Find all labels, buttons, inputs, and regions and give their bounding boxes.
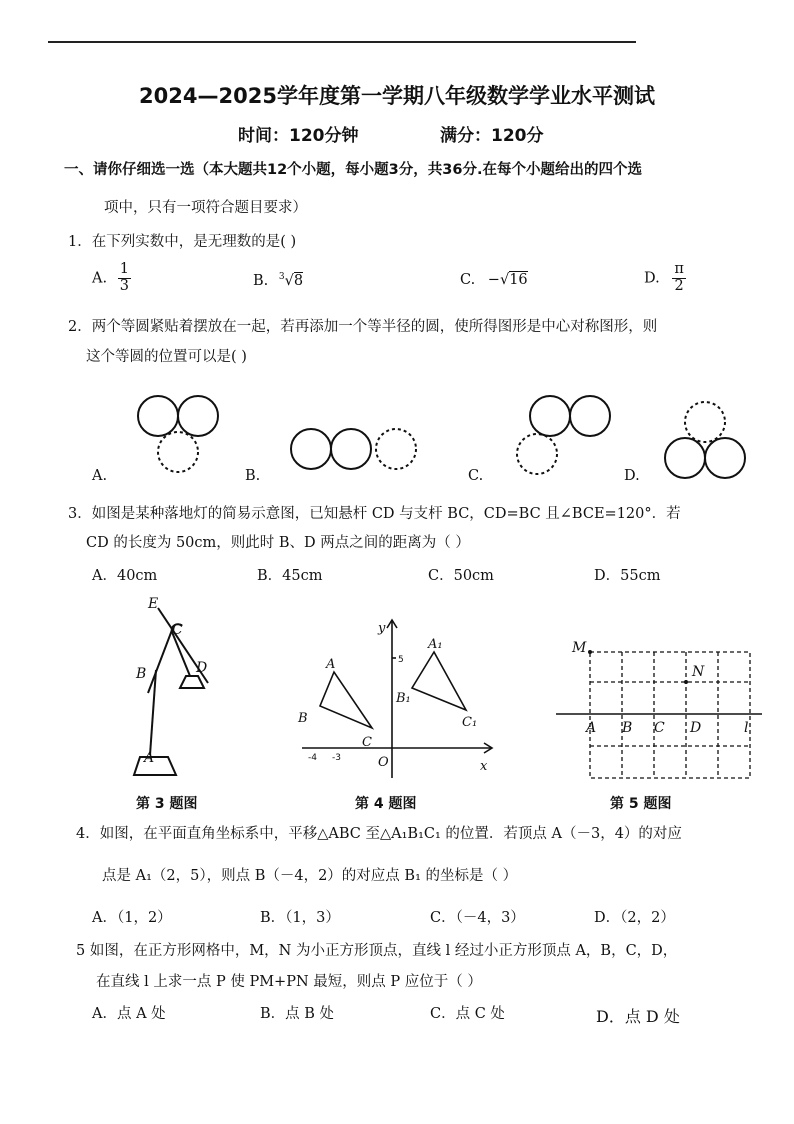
q3-stem: 3．如图是某种落地灯的简易示意图，已知悬杆 CD 与支杆 BC，CD=BC 且∠BCE=120°．若 bbox=[68, 506, 681, 522]
point-m bbox=[588, 650, 592, 654]
q2-stem-cont: 这个等圆的位置可以是( ) bbox=[86, 349, 247, 365]
q3-option-b: B．45cm bbox=[257, 568, 323, 584]
triangle-abc bbox=[320, 672, 372, 728]
label-l: l bbox=[744, 720, 749, 736]
label-o: O bbox=[378, 755, 389, 770]
root-index: 3 bbox=[278, 272, 285, 282]
score-label: 满分：120分 bbox=[440, 126, 544, 146]
tick-label-5: 5 bbox=[398, 655, 404, 665]
q5-option-a: A．点 A 处 bbox=[92, 1006, 166, 1022]
circle bbox=[178, 396, 218, 436]
fig4-caption: 第 4 题图 bbox=[355, 796, 417, 812]
circle bbox=[291, 429, 331, 469]
q1-option-a bbox=[92, 262, 131, 295]
q4-option-b: B．（1，3） bbox=[260, 910, 340, 926]
q4-option-a: A．（1，2） bbox=[92, 910, 172, 926]
fraction bbox=[118, 262, 131, 295]
radicand: 8 bbox=[293, 272, 304, 289]
lamp-shade-d bbox=[180, 676, 204, 688]
q1-stem: 1．在下列实数中，是无理数的是( ) bbox=[68, 234, 297, 250]
rod-cb bbox=[148, 630, 172, 693]
dashed-circle bbox=[376, 429, 416, 469]
q2-circle-figures bbox=[0, 380, 794, 490]
section-heading: 一、请你仔细选一选（本大题共12个小题，每小题3分，共36分.在每个小题给出的四个选 bbox=[64, 162, 642, 178]
rod-cd bbox=[172, 632, 190, 676]
label-c: C bbox=[362, 735, 372, 750]
top-rule bbox=[48, 41, 636, 43]
label-b1: B₁ bbox=[396, 691, 411, 706]
section-heading-cont: 项中，只有一项符合题目要求） bbox=[104, 200, 307, 216]
label-a1: A₁ bbox=[428, 637, 443, 652]
q5-stem: 5 如图，在正方形网格中，M，N 为小正方形顶点，直线 l 经过小正方形顶点 A，B，C，D， bbox=[76, 943, 678, 959]
label-b: B bbox=[136, 666, 147, 682]
q4-stem-cont: 点是 A₁（2，5），则点 B（－4，2）的对应点 B₁ 的坐标是（ ） bbox=[102, 868, 518, 884]
label-m: M bbox=[572, 640, 587, 656]
circle bbox=[331, 429, 371, 469]
circle bbox=[530, 396, 570, 436]
fig5-caption: 第 5 题图 bbox=[610, 796, 672, 812]
time-label: 时间：120分钟 bbox=[238, 126, 359, 146]
label-a: A bbox=[144, 750, 155, 766]
label-y: y bbox=[378, 621, 386, 636]
denominator: 3 bbox=[119, 277, 129, 294]
denominator: 2 bbox=[674, 277, 684, 294]
label-n: N bbox=[692, 664, 705, 680]
figure-3-lamp bbox=[120, 590, 230, 790]
q1-option-d bbox=[644, 262, 686, 295]
triangle-a1b1c1 bbox=[412, 652, 466, 710]
label-c: C bbox=[654, 720, 665, 736]
option-letter: B. bbox=[253, 272, 269, 289]
q5-option-d: D．点 D 处 bbox=[596, 1007, 680, 1026]
q2-option-c-label: C. bbox=[468, 468, 484, 484]
fig3-caption: 第 3 题图 bbox=[136, 796, 198, 812]
label-x: x bbox=[480, 759, 488, 774]
label-c: C bbox=[172, 622, 183, 638]
radical-sign: √ bbox=[284, 272, 294, 289]
q3-option-d: D．55cm bbox=[594, 568, 661, 584]
label-d: D bbox=[690, 720, 702, 736]
option-letter: D. bbox=[644, 270, 660, 287]
circle bbox=[570, 396, 610, 436]
fraction bbox=[672, 262, 686, 295]
q5-option-b: B．点 B 处 bbox=[260, 1006, 335, 1022]
q4-option-d: D．（2，2） bbox=[594, 910, 675, 926]
label-a: A bbox=[326, 657, 336, 672]
q2-option-b-label: B. bbox=[245, 468, 261, 484]
page-title: 2024—2025学年度第一学期八年级数学学业水平测试 bbox=[139, 84, 655, 108]
tick-label-m4: -4 bbox=[308, 753, 317, 763]
radicand: 16 bbox=[509, 272, 528, 288]
dashed-circle bbox=[158, 432, 198, 472]
label-a: A bbox=[586, 720, 597, 736]
radical-sign: √ bbox=[499, 272, 510, 288]
dashed-circle bbox=[685, 402, 725, 442]
q3-stem-cont: CD 的长度为 50cm，则此时 B、D 两点之间的距离为（ ） bbox=[86, 535, 470, 551]
q2-stem: 2．两个等圆紧贴着摆放在一起，若再添加一个等半径的圆，使所得图形是中心对称图形，则 bbox=[68, 319, 658, 335]
point-n bbox=[684, 680, 688, 684]
q1-option-c bbox=[460, 272, 528, 288]
circle bbox=[665, 438, 705, 478]
q3-option-a: A．40cm bbox=[92, 568, 158, 584]
circle bbox=[705, 438, 745, 478]
option-letter: A. bbox=[92, 270, 108, 287]
numerator: π bbox=[674, 261, 684, 277]
label-d: D bbox=[196, 660, 208, 676]
circle bbox=[138, 396, 178, 436]
figure-5-grid bbox=[556, 636, 766, 786]
label-b: B bbox=[622, 720, 633, 736]
figure-4-coordinate-plane bbox=[296, 612, 496, 782]
option-letter: C. bbox=[460, 272, 476, 288]
grid-border bbox=[590, 652, 750, 778]
q4-stem: 4．如图，在平面直角坐标系中，平移△ABC 至△A₁B₁C₁ 的位置．若顶点 A（－3，4）的对应 bbox=[76, 826, 682, 842]
q1-option-b bbox=[253, 272, 303, 289]
tick-label-m3: -3 bbox=[332, 753, 341, 763]
label-b: B bbox=[298, 711, 308, 726]
q2-option-a-label: A. bbox=[92, 468, 108, 484]
q5-option-c: C．点 C 处 bbox=[430, 1006, 505, 1022]
numerator: 1 bbox=[119, 261, 129, 277]
dashed-circle bbox=[517, 434, 557, 474]
q4-option-c: C．（－4，3） bbox=[430, 910, 525, 926]
label-c1: C₁ bbox=[462, 715, 478, 730]
q2-option-d-label: D. bbox=[624, 468, 640, 484]
q3-option-c: C．50cm bbox=[428, 568, 494, 584]
lamp-base-a bbox=[134, 757, 176, 775]
minus-sign: − bbox=[487, 272, 500, 288]
label-e: E bbox=[148, 596, 159, 612]
q5-stem-cont: 在直线 l 上求一点 P 使 PM+PN 最短，则点 P 应位于（ ） bbox=[96, 974, 482, 990]
